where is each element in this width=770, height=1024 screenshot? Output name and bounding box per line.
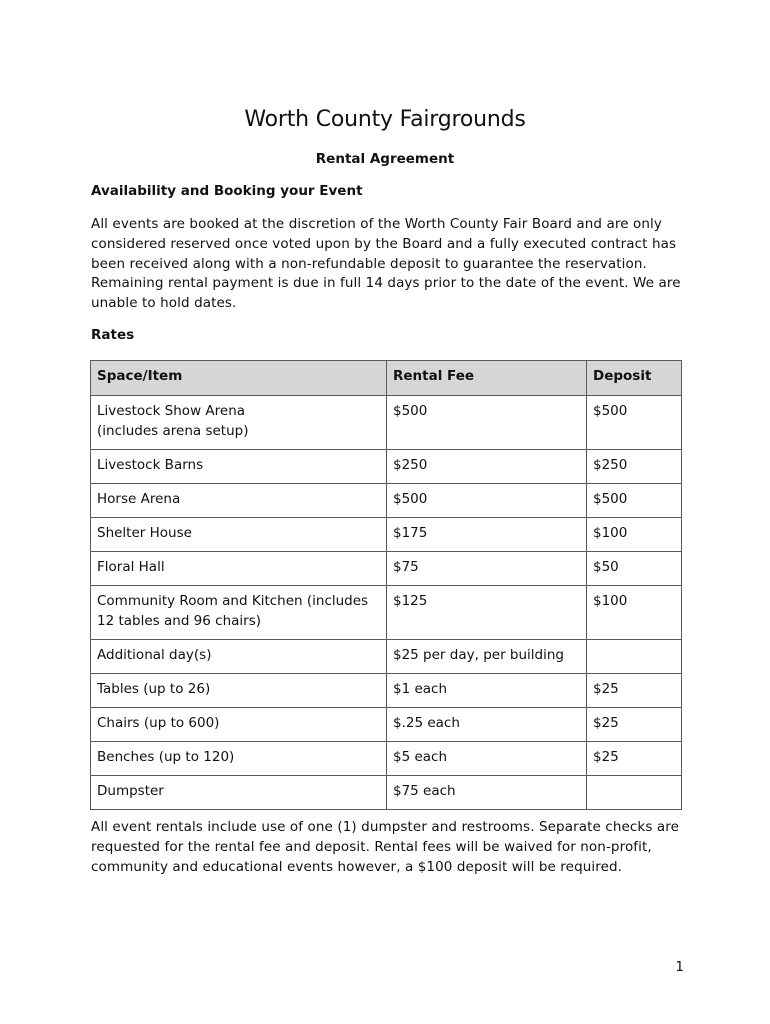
availability-heading: Availability and Booking your Event [91, 183, 363, 199]
table-row [91, 708, 682, 742]
rates-heading: Rates [91, 327, 135, 343]
rental-fee-cell: $25 per day, per building [387, 640, 587, 674]
rental-fee-cell: $125 [387, 586, 587, 640]
table-row [91, 586, 682, 640]
rental-fee-cell: $1 each [387, 674, 587, 708]
deposit-cell: $50 [587, 552, 682, 586]
rental-fee-cell: $500 [387, 396, 587, 450]
space-item-cell: Shelter House [91, 518, 387, 552]
rental-fee-cell: $.25 each [387, 708, 587, 742]
table-row [91, 396, 682, 450]
rental-fee-cell: $75 [387, 552, 587, 586]
table-row [91, 552, 682, 586]
column-header-rental-fee: Rental Fee [387, 361, 587, 396]
space-item-cell: Chairs (up to 600) [91, 708, 387, 742]
rental-fee-cell: $75 each [387, 776, 587, 810]
table-row [91, 640, 682, 674]
deposit-cell: $25 [587, 674, 682, 708]
space-item-line: Community Room and Kitchen (includes [97, 593, 369, 609]
deposit-cell: $25 [587, 742, 682, 776]
rental-fee-cell: $175 [387, 518, 587, 552]
space-item-cell: Floral Hall [91, 552, 387, 586]
deposit-cell: $100 [587, 518, 682, 552]
table-row [91, 484, 682, 518]
space-item-cell [91, 396, 387, 450]
space-item-line: (includes arena setup) [97, 422, 249, 439]
deposit-cell: $100 [587, 586, 682, 640]
document-subtitle: Rental Agreement [315, 151, 455, 167]
space-item-line: 12 tables and 96 chairs) [97, 612, 261, 629]
space-item-cell: Dumpster [91, 776, 387, 810]
deposit-cell [587, 640, 682, 674]
table-header-row [91, 361, 682, 396]
footer-paragraph: All event rentals include use of one (1) dumpster and restrooms. Separate checks are requested for the rental fee and deposit. Rental fees will be waived for non-profit, community and educational events however, a $100 deposit will be required. [91, 819, 679, 875]
deposit-cell: $25 [587, 708, 682, 742]
deposit-cell: $500 [587, 484, 682, 518]
rental-fee-cell: $5 each [387, 742, 587, 776]
space-item-cell: Tables (up to 26) [91, 674, 387, 708]
space-item-cell [91, 586, 387, 640]
availability-paragraph: All events are booked at the discretion of the Worth County Fair Board and are only considered reserved once voted upon by the Board and a fully executed contract has been received along with a non-refundable deposit to guarantee the reservation. Remaining rental payment is due in full 14 days prior to the date of the event. We are unable to hold dates. [91, 216, 681, 312]
page-title: Worth County Fairgrounds [244, 107, 526, 132]
rates-table [90, 360, 682, 810]
table-row [91, 518, 682, 552]
space-item-cell: Livestock Barns [91, 450, 387, 484]
rental-fee-cell: $500 [387, 484, 587, 518]
space-item-cell: Benches (up to 120) [91, 742, 387, 776]
table-row [91, 742, 682, 776]
column-header-space-item: Space/Item [91, 361, 387, 396]
deposit-cell [587, 776, 682, 810]
space-item-cell: Additional day(s) [91, 640, 387, 674]
column-header-deposit: Deposit [587, 361, 682, 396]
space-item-cell: Horse Arena [91, 484, 387, 518]
rental-fee-cell: $250 [387, 450, 587, 484]
page-number: 1 [675, 959, 684, 975]
table-row [91, 674, 682, 708]
table-row [91, 450, 682, 484]
deposit-cell: $500 [587, 396, 682, 450]
table-row [91, 776, 682, 810]
space-item-line: Livestock Show Arena [97, 403, 246, 419]
deposit-cell: $250 [587, 450, 682, 484]
